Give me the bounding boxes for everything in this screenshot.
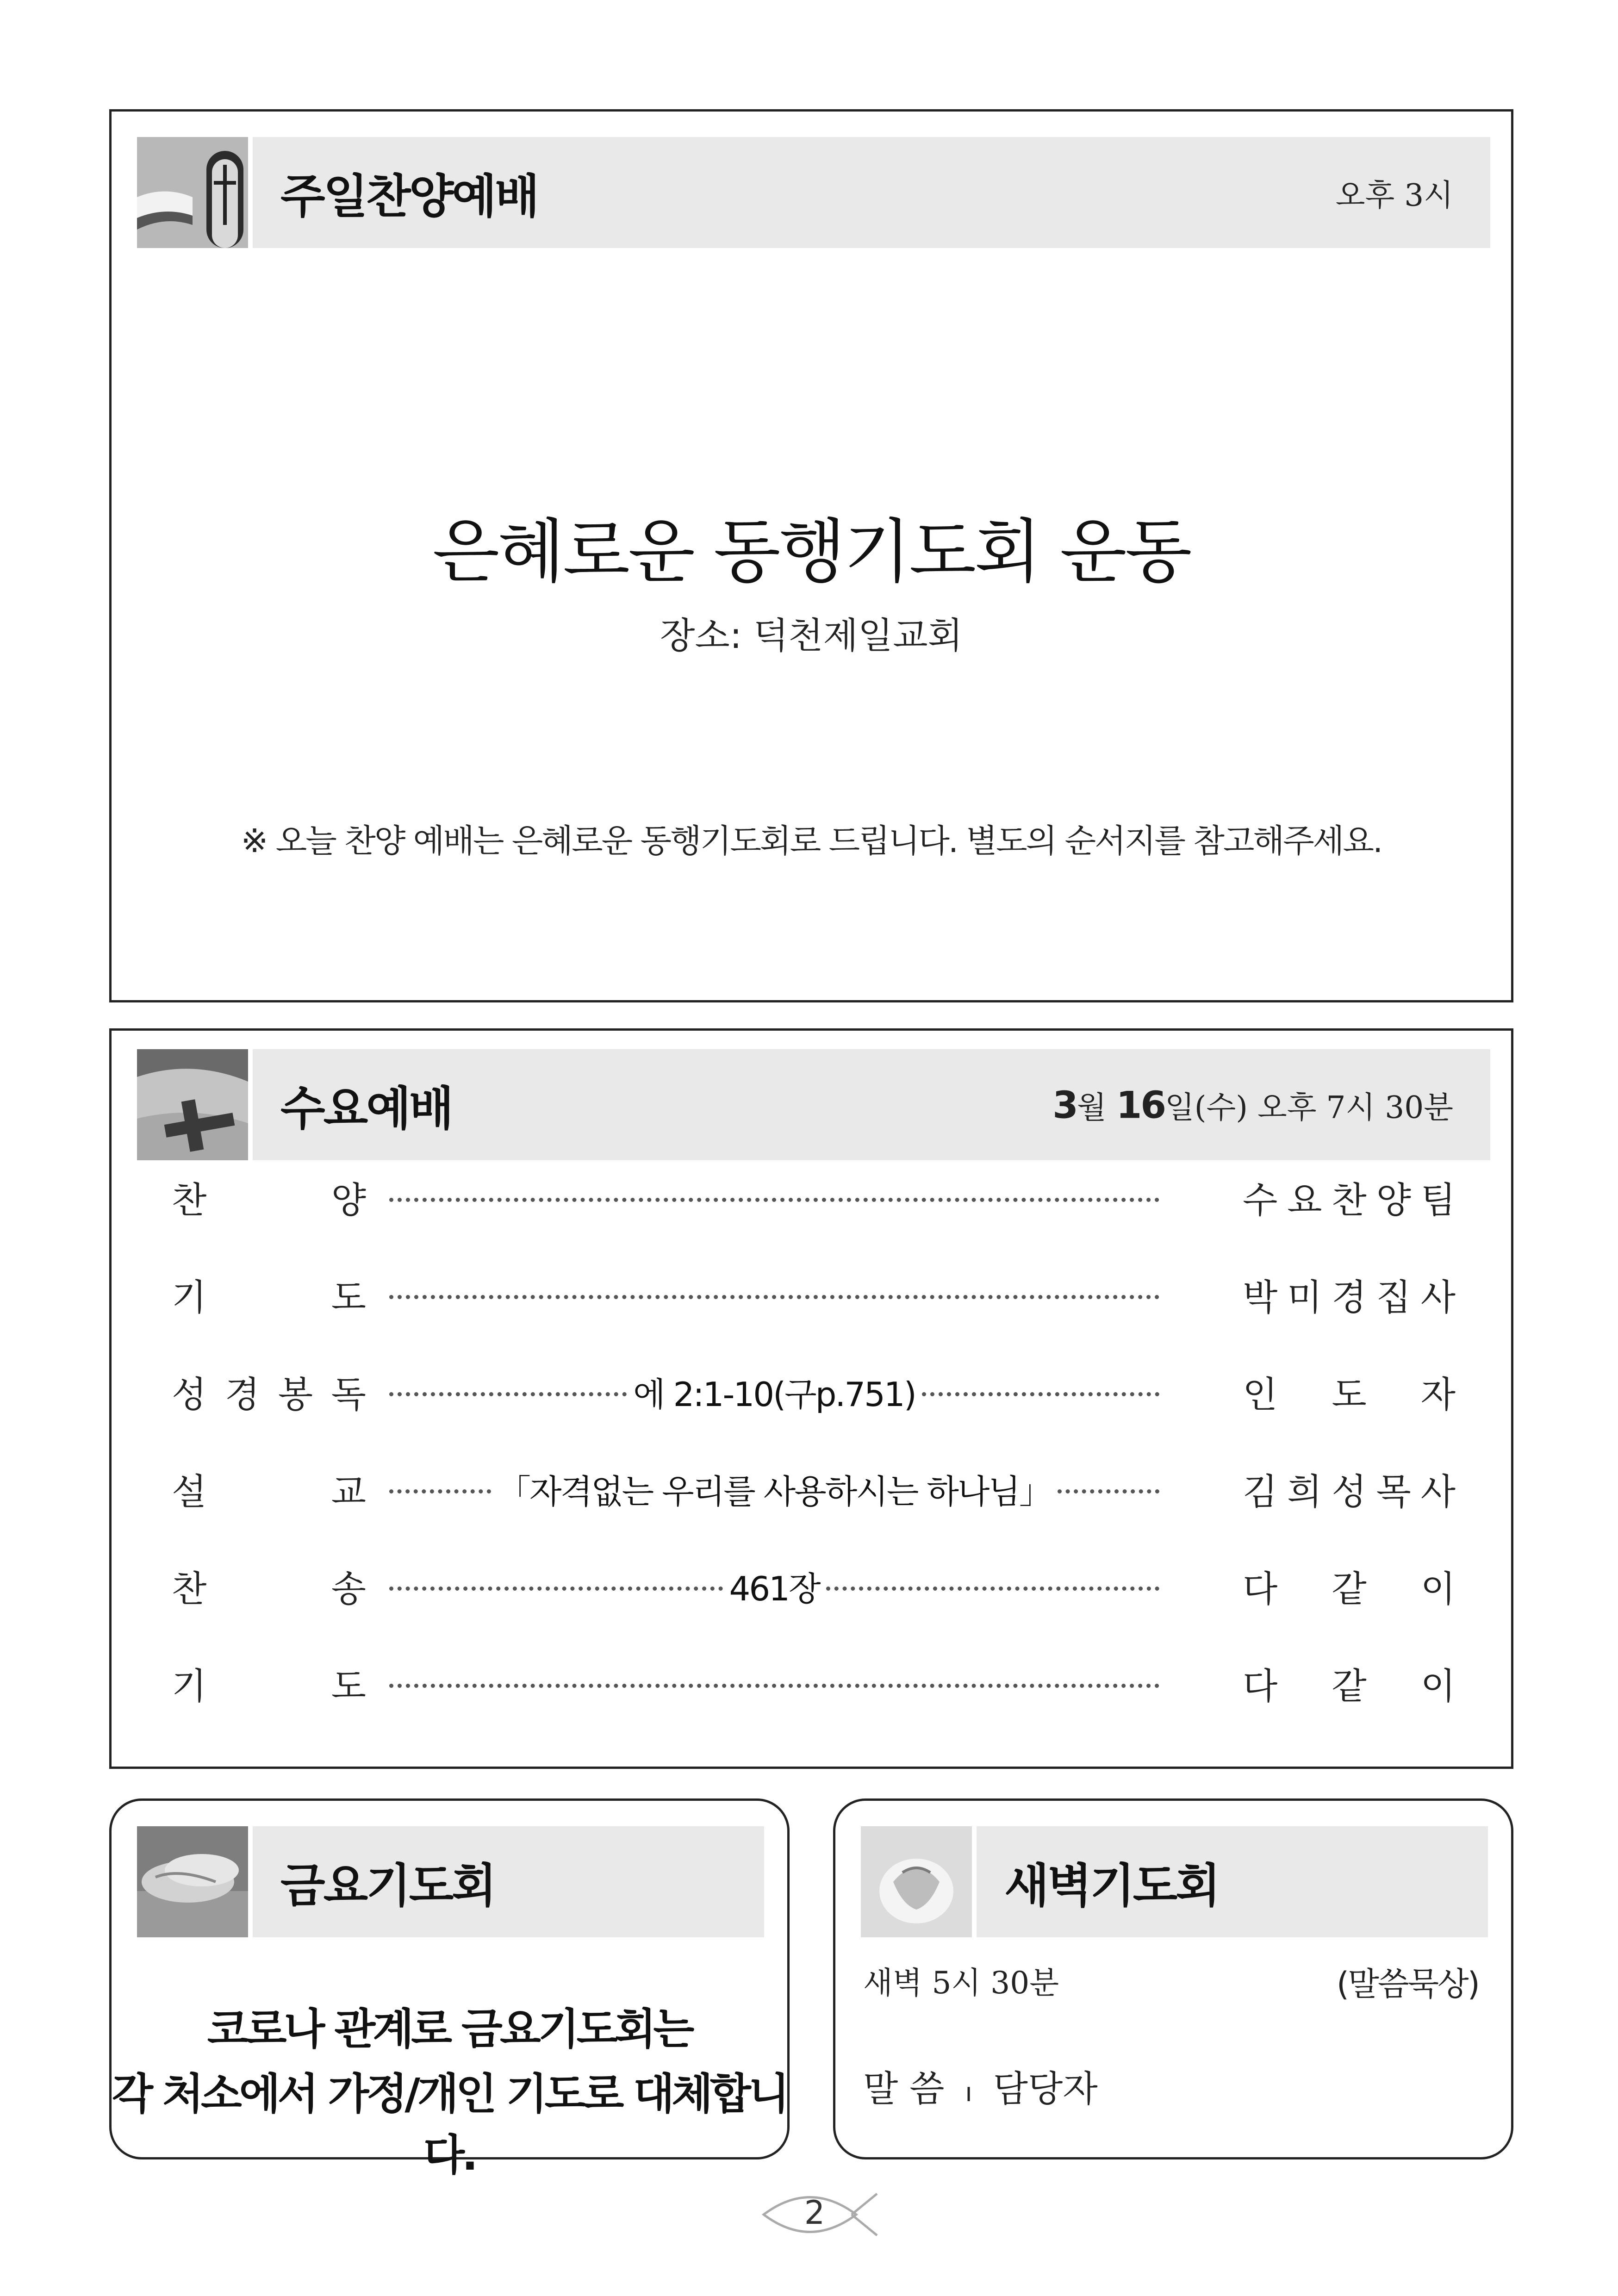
order-leader-dots — [389, 1655, 1159, 1711]
section-header — [253, 137, 1490, 248]
order-label-char: 송 — [331, 1568, 366, 1610]
service-datetime — [1052, 1083, 1453, 1127]
page-number: 2 — [804, 2194, 825, 2232]
order-label — [172, 1170, 366, 1225]
order-responsible-char: 김 — [1243, 1471, 1278, 1513]
order-responsible-char: 경 — [1332, 1277, 1367, 1319]
order-leader-dots — [389, 1461, 1159, 1517]
date-day: 16 — [1116, 1083, 1165, 1127]
order-label-char: 봉 — [278, 1374, 313, 1416]
friday-notice-line2: 각 처소에서 가정/개인 기도로 대체합니다. — [112, 2069, 787, 2180]
service-order-row — [172, 1170, 1456, 1225]
date-month: 3 — [1052, 1083, 1077, 1127]
friday-prayer-section — [109, 1798, 790, 2180]
order-responsible-char: 성 — [1332, 1471, 1367, 1513]
section-title: 주일찬양예배 — [280, 169, 538, 224]
order-responsible — [1243, 1558, 1456, 1614]
wednesday-service-section — [109, 1028, 1513, 1769]
order-responsible-char: 같 — [1332, 1666, 1367, 1707]
order-content: 에 2:1-10(구p.751) — [633, 1375, 915, 1414]
service-order-row — [172, 1461, 1456, 1517]
order-responsible-char: 인 — [1243, 1374, 1278, 1416]
order-responsible-char: 사 — [1420, 1471, 1456, 1513]
order-responsible-char: 이 — [1420, 1568, 1456, 1610]
order-responsible-char: 다 — [1243, 1568, 1278, 1610]
separator: ı — [965, 2078, 972, 2108]
dotted-leader — [389, 1295, 1159, 1299]
order-responsible-char: 도 — [1332, 1374, 1367, 1416]
dotted-leader — [826, 1587, 1160, 1591]
order-leader-dots — [389, 1364, 1159, 1419]
order-responsible — [1243, 1170, 1456, 1225]
service-order-row — [172, 1267, 1456, 1322]
order-responsible-char: 희 — [1287, 1471, 1322, 1513]
order-responsible-char: 요 — [1287, 1180, 1322, 1221]
order-responsible-char: 팀 — [1420, 1180, 1456, 1221]
order-label-char: 설 — [172, 1471, 207, 1513]
place: 장소: 덕천제일교회 — [660, 615, 963, 657]
order-responsible-char: 박 — [1243, 1277, 1278, 1319]
order-label-char: 독 — [331, 1374, 366, 1416]
service-order-row — [172, 1364, 1456, 1419]
order-label — [172, 1461, 366, 1517]
order-leader-dots — [389, 1558, 1159, 1614]
sunday-service-section — [109, 109, 1513, 1002]
dotted-leader — [389, 1489, 491, 1493]
cross-on-bible-icon — [137, 1049, 248, 1160]
notice: ※ 오늘 찬양 예배는 은혜로운 동행기도회로 드립니다. 별도의 순서지를 참고해주세요. — [241, 822, 1382, 860]
dotted-leader — [389, 1198, 1159, 1202]
order-label-char: 도 — [331, 1666, 366, 1707]
order-label-char: 양 — [331, 1180, 366, 1221]
order-leader-dots — [389, 1170, 1159, 1225]
dotted-leader — [389, 1392, 627, 1396]
order-label-char: 경 — [224, 1374, 260, 1416]
order-responsible — [1243, 1267, 1456, 1322]
church-window-bible-icon — [137, 137, 248, 248]
section-title: 금요기도회 — [280, 1859, 495, 1913]
order-responsible-char: 미 — [1287, 1277, 1322, 1319]
order-content: 461장 — [729, 1569, 820, 1608]
order-responsible-char: 집 — [1376, 1277, 1411, 1319]
order-responsible-char: 목 — [1376, 1471, 1411, 1513]
dotted-leader — [922, 1392, 1159, 1396]
hands-on-bible-icon — [137, 1826, 248, 1937]
order-responsible — [1243, 1461, 1456, 1517]
order-label-char: 도 — [331, 1277, 366, 1319]
order-label-char: 찬 — [172, 1180, 207, 1221]
date-month-unit: 월 — [1077, 1089, 1116, 1126]
dotted-leader — [389, 1587, 723, 1591]
section-title: 새벽기도회 — [1004, 1859, 1219, 1913]
order-responsible-char: 양 — [1376, 1180, 1411, 1221]
order-label — [172, 1655, 366, 1711]
order-leader-dots — [389, 1267, 1159, 1322]
dawn-time: 새벽 5시 30분 — [863, 1965, 1059, 2001]
order-responsible-char: 수 — [1243, 1180, 1278, 1221]
dawn-prayer-section — [833, 1798, 1513, 2159]
order-label-char: 성 — [172, 1374, 207, 1416]
order-label-char: 기 — [172, 1666, 207, 1707]
section-header — [253, 1826, 764, 1937]
dawn-note: (말씀묵상) — [1336, 1965, 1479, 2003]
order-label — [172, 1558, 366, 1614]
word-label: 말 씀 — [863, 2068, 945, 2110]
order-responsible — [1243, 1655, 1456, 1711]
order-responsible-char: 자 — [1420, 1374, 1456, 1416]
service-order-row — [172, 1558, 1456, 1614]
service-order-row — [172, 1655, 1456, 1711]
section-header — [253, 1049, 1490, 1160]
order-responsible-char: 사 — [1420, 1277, 1456, 1319]
order-label — [172, 1364, 366, 1419]
friday-notice-line1: 코로나 관계로 금요기도회는 — [207, 2004, 692, 2054]
date-rest: 일(수) 오후 7시 30분 — [1165, 1089, 1453, 1126]
section-title: 수요예배 — [280, 1082, 452, 1136]
order-responsible-char: 찬 — [1332, 1180, 1367, 1221]
service-time: 오후 3시 — [1335, 177, 1453, 213]
order-responsible — [1243, 1364, 1456, 1419]
headline: 은혜로운 동행기도회 운동 — [432, 512, 1190, 592]
dawn-word-row — [863, 2060, 1098, 2112]
order-label-char: 교 — [331, 1471, 366, 1513]
order-label — [172, 1267, 366, 1322]
praying-hands-icon — [861, 1826, 972, 1937]
order-label-char: 찬 — [172, 1568, 207, 1610]
word-value: 담당자 — [993, 2068, 1098, 2110]
order-responsible-char: 다 — [1243, 1666, 1278, 1707]
dotted-leader — [1058, 1489, 1159, 1493]
order-responsible-char: 이 — [1420, 1666, 1456, 1707]
order-content: 「자격없는 우리를 사용하시는 하나님」 — [498, 1472, 1051, 1511]
section-header — [977, 1826, 1488, 1937]
order-label-char: 기 — [172, 1277, 207, 1319]
order-responsible-char: 같 — [1332, 1568, 1367, 1610]
dotted-leader — [389, 1684, 1159, 1688]
